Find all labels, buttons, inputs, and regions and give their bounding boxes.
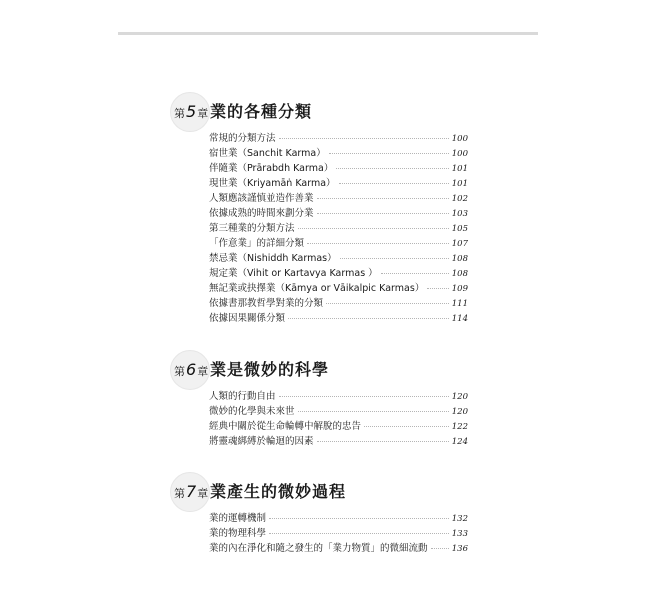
toc-entry[interactable] [209, 205, 468, 220]
entry-page: 111 [451, 299, 468, 309]
toc-entry[interactable] [209, 403, 468, 418]
toc-entry[interactable] [209, 160, 468, 175]
entry-page: 107 [451, 239, 468, 249]
dot-leader [336, 168, 448, 169]
dot-leader [340, 258, 449, 259]
toc-entry[interactable] [209, 510, 468, 525]
top-rule [118, 32, 538, 35]
entry-page: 105 [451, 224, 468, 234]
dot-leader [339, 183, 449, 184]
dot-leader [298, 228, 449, 229]
entry-title: 無記業或抉擇業（Kāmya or Vāikalpic Karmas） [209, 283, 425, 294]
chapter-suffix: 章 [197, 107, 209, 120]
entry-title: 第三種業的分類方法 [209, 223, 295, 234]
entry-page: 103 [451, 209, 468, 219]
chapter-title: 業產生的微妙過程 [210, 482, 347, 501]
toc-entry[interactable] [209, 525, 468, 540]
entry-title: 「作意業」的詳細分類 [209, 238, 305, 249]
entry-title: 常規的分類方法 [209, 133, 276, 144]
entry-page: 100 [451, 149, 468, 159]
entry-page: 114 [451, 314, 468, 324]
entry-page: 120 [451, 407, 468, 417]
chapter-6 [170, 356, 470, 448]
dot-leader [279, 138, 449, 139]
dot-leader [317, 213, 449, 214]
entry-title: 業的物理科學 [209, 528, 267, 539]
dot-leader [269, 533, 449, 534]
toc-entry[interactable] [209, 433, 468, 448]
toc-entry[interactable] [209, 265, 468, 280]
chapter-number: 6 [186, 360, 197, 379]
chapter-5 [170, 98, 470, 325]
dot-leader [431, 548, 449, 549]
chapter-number: 7 [186, 482, 197, 501]
entry-page: 136 [451, 544, 468, 554]
toc-entries [209, 510, 468, 555]
entry-page: 100 [451, 134, 468, 144]
chapter-suffix: 章 [197, 365, 209, 378]
toc-entry[interactable] [209, 190, 468, 205]
toc-entries [209, 130, 468, 325]
entry-page: 101 [451, 179, 468, 189]
dot-leader [279, 396, 449, 397]
entry-title: 人類應該謹慎並造作善業 [209, 193, 314, 204]
entry-title: 禁忌業（Nishiddh Karmas） [209, 253, 337, 264]
chapter-title: 業是微妙的科學 [210, 360, 330, 379]
chapter-7 [170, 478, 470, 555]
toc-entry[interactable] [209, 310, 468, 325]
dot-leader [269, 518, 449, 519]
toc-entry[interactable] [209, 295, 468, 310]
toc-entries [209, 388, 468, 448]
entry-page: 108 [451, 254, 468, 264]
entry-page: 120 [451, 392, 468, 402]
toc-entry[interactable] [209, 540, 468, 555]
entry-title: 業的內在淨化和隨之發生的「業力物質」的微細流動 [209, 543, 428, 554]
entry-title: 將靈魂綁縛於輪迴的因素 [209, 436, 314, 447]
dot-leader [364, 426, 449, 427]
toc-entry[interactable] [209, 250, 468, 265]
entry-title: 伴隨業（Prārabdh Karma） [209, 163, 334, 174]
toc-entry[interactable] [209, 280, 468, 295]
entry-page: 102 [451, 194, 468, 204]
chapter-heading [170, 356, 470, 386]
dot-leader [298, 411, 449, 412]
entry-page: 101 [451, 164, 468, 174]
entry-title: 微妙的化學與未來世 [209, 406, 295, 417]
dot-leader [381, 273, 449, 274]
chapter-heading [170, 98, 470, 128]
entry-title: 依據書那教哲學對業的分類 [209, 298, 324, 309]
entry-title: 現世業（Kriyamāṅ Karma） [209, 178, 336, 189]
toc-entry[interactable] [209, 175, 468, 190]
toc-entry[interactable] [209, 235, 468, 250]
toc-entry[interactable] [209, 145, 468, 160]
chapter-prefix: 第 [174, 365, 185, 378]
chapter-prefix: 第 [174, 487, 185, 500]
entry-page: 109 [451, 284, 468, 294]
entry-title: 經典中關於從生命輪轉中解脫的忠告 [209, 421, 362, 432]
toc-entry[interactable] [209, 220, 468, 235]
dot-leader [329, 153, 449, 154]
entry-page: 124 [451, 437, 468, 447]
dot-leader [307, 243, 449, 244]
entry-title: 規定業（Vihit or Kartavya Karmas ） [209, 268, 378, 279]
chapter-title: 業的各種分類 [210, 102, 313, 121]
chapter-prefix: 第 [174, 107, 185, 120]
entry-title: 業的運轉機制 [209, 513, 267, 524]
chapter-number: 5 [186, 102, 197, 121]
chapter-suffix: 章 [197, 487, 209, 500]
chapter-label [174, 482, 208, 501]
chapter-heading [170, 478, 470, 508]
toc-entry[interactable] [209, 388, 468, 403]
entry-title: 人類的行動自由 [209, 391, 276, 402]
entry-page: 133 [451, 529, 468, 539]
toc-entry[interactable] [209, 130, 468, 145]
chapter-label [174, 102, 208, 121]
entry-title: 依據成熟的時間來劃分業 [209, 208, 314, 219]
dot-leader [326, 303, 449, 304]
entry-title: 依據因果關係分類 [209, 313, 286, 324]
dot-leader [288, 318, 449, 319]
entry-page: 132 [451, 514, 468, 524]
entry-page: 122 [451, 422, 468, 432]
chapter-label [174, 360, 208, 379]
dot-leader [317, 441, 449, 442]
entry-title: 宿世業（Sanchit Karma） [209, 148, 326, 159]
toc-entry[interactable] [209, 418, 468, 433]
dot-leader [317, 198, 449, 199]
dot-leader [427, 288, 448, 289]
entry-page: 108 [451, 269, 468, 279]
